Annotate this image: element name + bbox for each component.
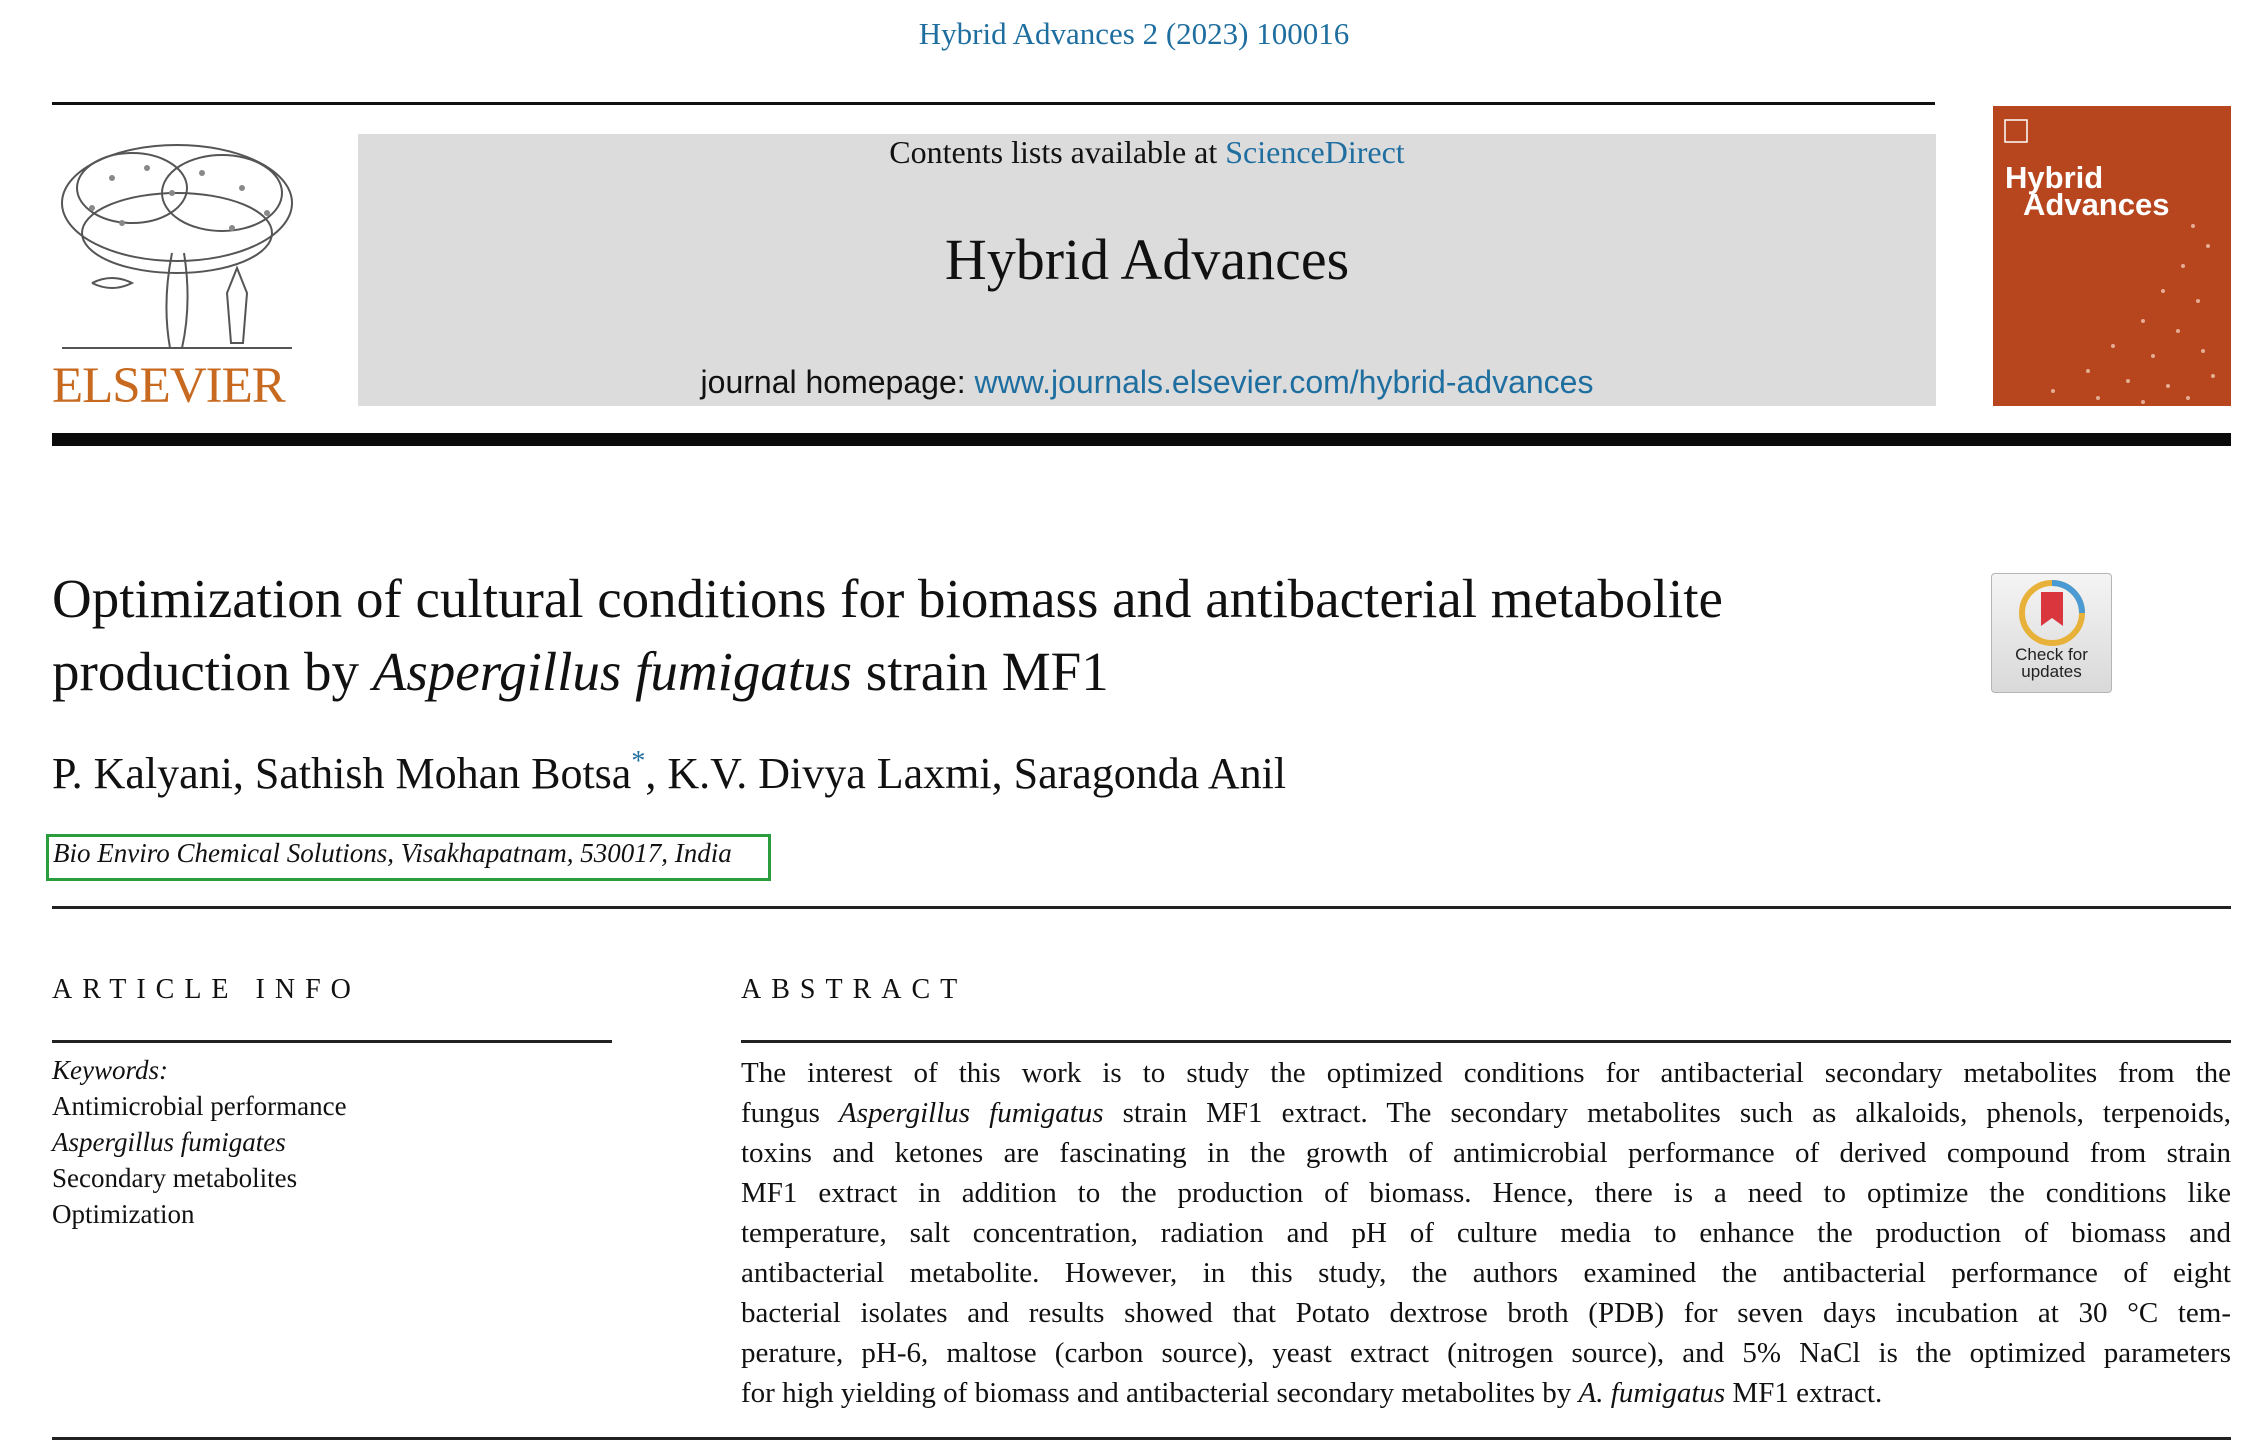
article-title-line2 <box>52 635 1952 708</box>
journal-title: Hybrid Advances <box>944 227 1350 292</box>
article-title-line1: Optimization of cultural conditions for biomass and antibacterial metabolite <box>52 568 1723 629</box>
keywords-block <box>52 1052 347 1232</box>
contents-prefix: Contents lists available at <box>889 134 1226 170</box>
cover-title-line1: Hybrid <box>2005 160 2104 195</box>
abstract-text: fungus <box>741 1097 840 1129</box>
authors-rest[interactable]: , K.V. Divya Laxmi, Saragonda Anil <box>645 749 1287 798</box>
abstract-line: perature, pH-6, maltose (carbon source), yeast extract (nitrogen source), and 5% NaCl is the optimized parameters <box>741 1337 2231 1369</box>
abstract-rule <box>741 1040 2231 1043</box>
abstract-text: for high yielding of biomass and antibacterial secondary metabolites by <box>741 1377 1579 1409</box>
title-suffix: strain MF1 <box>852 641 1109 702</box>
keyword-item: Optimization <box>52 1199 195 1229</box>
journal-cover <box>1993 106 2231 406</box>
keywords-label: Keywords: <box>52 1055 168 1085</box>
abstract-line: antibacterial metabolite. However, in this study, the authors examined the antibacterial performance of eight <box>741 1257 2231 1289</box>
cover-title <box>2005 160 2170 222</box>
keyword-item: Antimicrobial performance <box>52 1091 347 1121</box>
abstract-line <box>741 1093 2231 1133</box>
top-rule <box>52 102 1935 105</box>
cover-title-line2: Advances <box>2023 187 2170 222</box>
contents-line <box>358 134 1936 171</box>
corresponding-author-mark[interactable]: * <box>631 746 646 777</box>
article-info-rule <box>52 1040 612 1043</box>
abstract-line: bacterial isolates and results showed that Potato dextrose broth (PDB) for seven days incubation at 30 °C tem- <box>741 1297 2231 1329</box>
abstract-text: strain MF1 extract. The secondary metabolites such as alkaloids, phenols, terpenoids, <box>1103 1097 2231 1129</box>
bottom-rule <box>52 1437 2231 1440</box>
keyword-item: Secondary metabolites <box>52 1163 298 1193</box>
abstract-line <box>741 1373 2231 1413</box>
abstract-heading: ABSTRACT <box>741 974 968 1005</box>
article-info-heading: ARTICLE INFO <box>52 974 361 1005</box>
crossmark-label-line1: Check for <box>2015 645 2088 664</box>
abstract-line: toxins and ketones are fascinating in the growth of antimicrobial performance of derived compound from strain <box>741 1137 2231 1169</box>
check-for-updates-button[interactable] <box>1991 573 2112 693</box>
homepage-prefix: journal homepage: <box>700 364 975 400</box>
mid-rule <box>52 906 2231 909</box>
elsevier-wordmark: ELSEVIER <box>52 358 285 414</box>
abstract-line: MF1 extract in addition to the production of biomass. Hence, there is a need to optimize the conditions like <box>741 1177 2231 1209</box>
title-prefix: production by <box>52 641 373 702</box>
abstract-line: temperature, salt concentration, radiation and pH of culture media to enhance the production of biomass and <box>741 1217 2231 1249</box>
abstract-text: MF1 extract. <box>1725 1377 1883 1409</box>
abstract-species: A. fumigatus <box>1578 1377 1726 1409</box>
homepage-link[interactable]: www.journals.elsevier.com/hybrid-advances <box>974 364 1594 400</box>
crossmark-icon <box>2019 580 2085 646</box>
journal-homepage <box>358 364 1936 401</box>
authors-first[interactable]: P. Kalyani, Sathish Mohan Botsa <box>52 749 632 798</box>
cover-dot-pattern <box>1993 106 2231 406</box>
crossmark-label <box>1992 646 2111 680</box>
sciencedirect-link[interactable]: ScienceDirect <box>1225 134 1405 170</box>
header-thick-rule <box>52 433 2231 446</box>
article-title <box>52 562 1952 708</box>
affiliation: Bio Enviro Chemical Solutions, Visakhapatnam, 530017, India <box>53 838 732 868</box>
journal-citation[interactable]: Hybrid Advances 2 (2023) 100016 <box>918 16 1350 51</box>
abstract-line: The interest of this work is to study the optimized conditions for antibacterial secondary metabolites from the <box>741 1057 2231 1089</box>
title-species: Aspergillus fumigatus <box>372 641 853 702</box>
keyword-item: Aspergillus fumigates <box>52 1127 286 1157</box>
author-list <box>52 746 1286 799</box>
abstract-species: Aspergillus fumigatus <box>839 1097 1104 1129</box>
abstract-body <box>741 1053 2231 1413</box>
crossmark-label-line2: updates <box>2021 662 2082 681</box>
